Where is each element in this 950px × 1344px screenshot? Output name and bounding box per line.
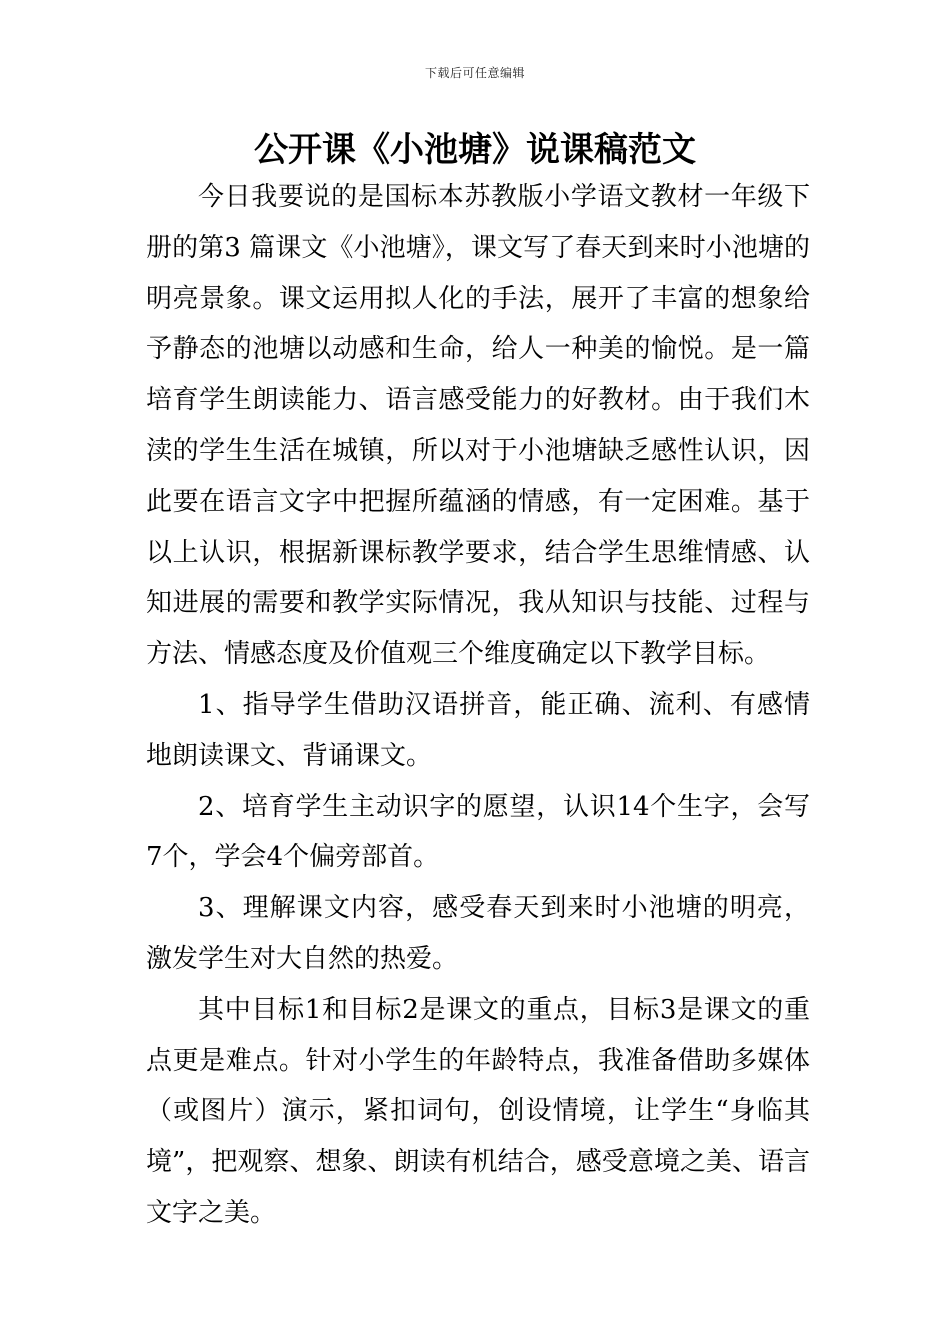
paragraph-goal-3: 3、理解课文内容，感受春天到来时小池塘的明亮，激发学生对大自然的热爱。	[146, 893, 810, 974]
header-note: 下载后可任意编辑	[424, 66, 525, 80]
paragraph-goal-2: 2、培育学生主动识字的愿望，认识14个生字，会写7个，学会4个偏旁部首。	[146, 791, 810, 873]
paragraph-key-points: 其中目标1和目标2是课文的重点，目标3是课文的重点更是难点。针对小学生的年龄特点，我准备借助多媒体（或图片）演示，紧扣词句，创设情境，让学生“身临其境”，把观察、想象、朗读有机结合，感受意境之美、语言文字之美。	[146, 994, 810, 1228]
paragraph-goal-1: 1、指导学生借助汉语拼音，能正确、流利、有感情地朗读课文、背诵课文。	[146, 689, 810, 771]
paragraph-intro: 今日我要说的是国标本苏教版小学语文教材一年级下册的第3 篇课文《小池塘》，课文写了春天到来时小池塘的明亮景象。课文运用拟人化的手法，展开了丰富的想象给予静态的池塘以动感和生命，给人一种美的愉悦。是一篇培育学生朗读能力、语言感受能力的好教材。由于我们木渎的学生生活在城镇，所以对于小池塘缺乏感性认识，因此要在语言文字中把握所蕴涵的情感，有一定困难。基于以上认识，根据新课标教学要求，结合学生思维情感、认知进展的需要和教学实际情况，我从知识与技能、过程与方法、情感态度及价值观三个维度确定以下教学目标。	[146, 182, 810, 670]
body-text	[146, 172, 810, 1239]
document-title: 公开课《小池塘》说课稿范文	[254, 130, 696, 170]
